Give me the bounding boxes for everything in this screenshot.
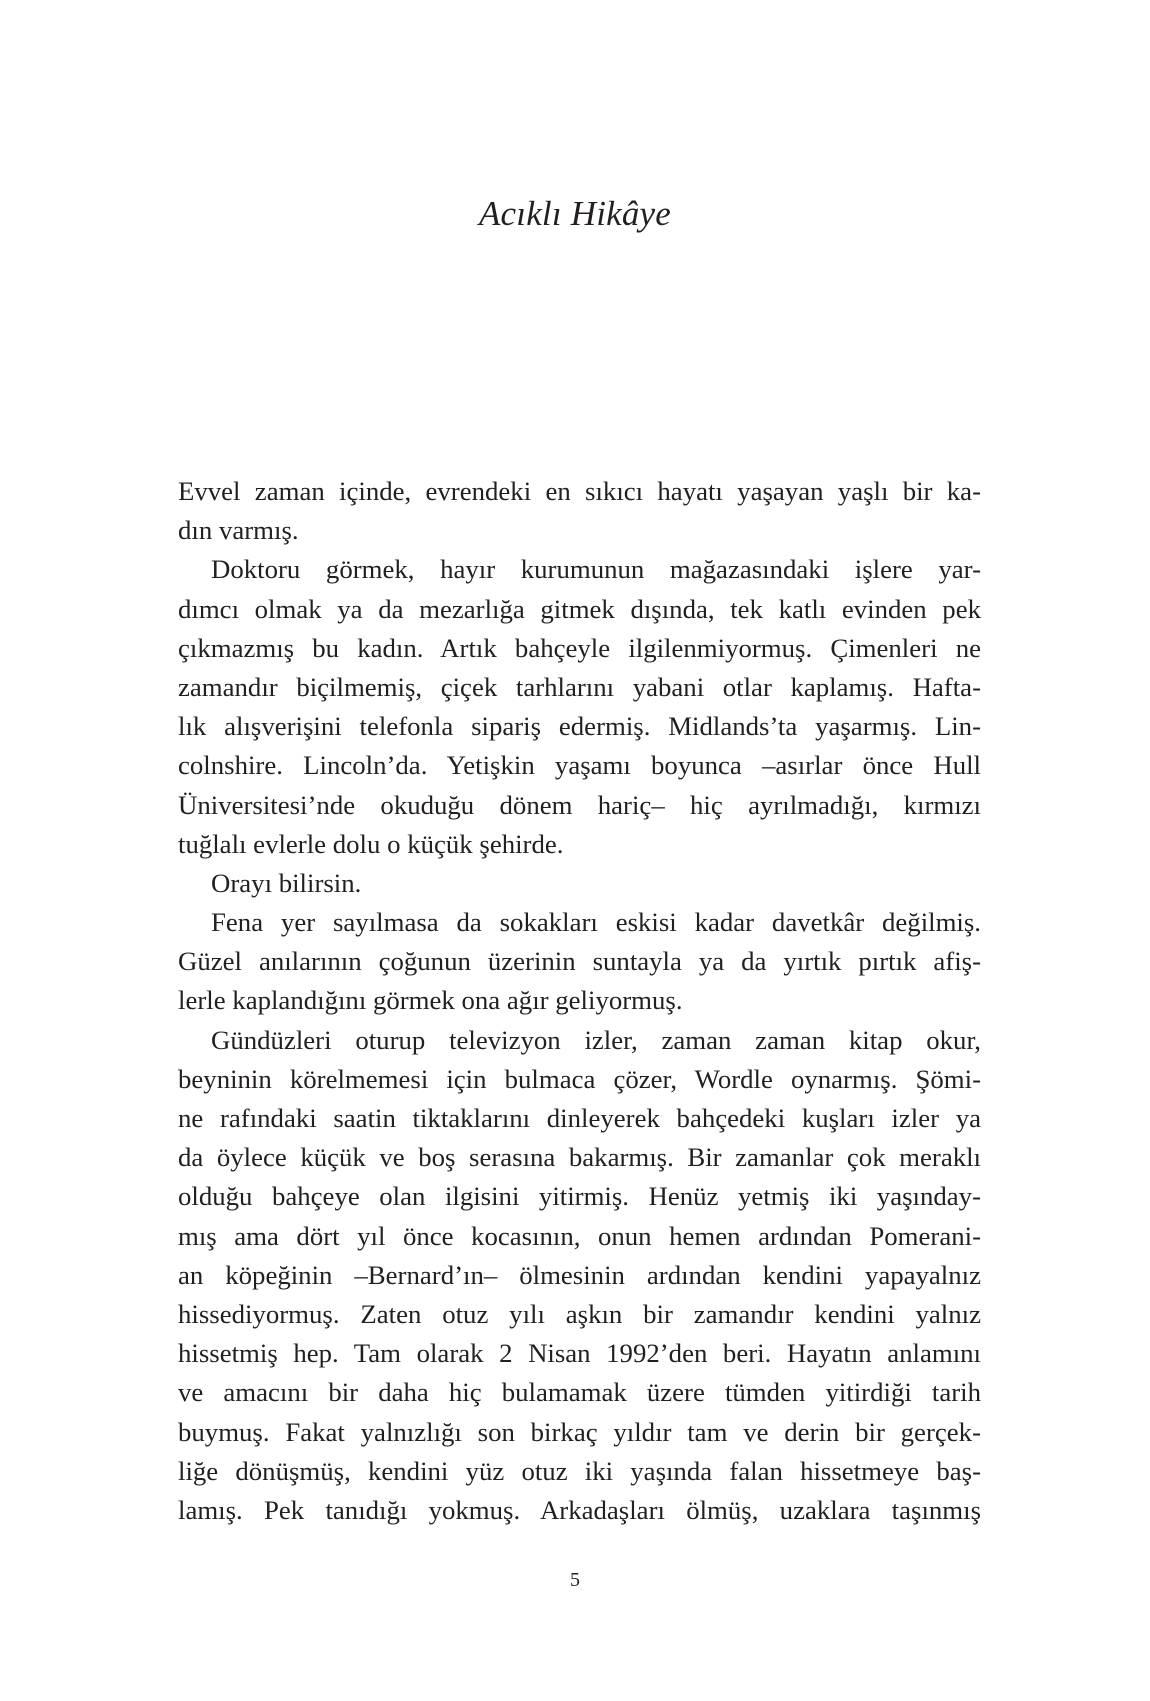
text-line: çıkmazmış bu kadın. Artık bahçeyle ilgilenmiyormuş. Çimenleri ne [178, 632, 981, 663]
text-line: ne rafındaki saatin tiktaklarını dinleyerek bahçedeki kuşları izler ya [178, 1103, 981, 1133]
text-line: lık alışverişini telefonla sipariş edermiş. Midlands’ta yaşarmış. Lin- [178, 711, 981, 742]
body-text [178, 472, 981, 1530]
text-line: lamış. Pek tanıdığı yokmuş. Arkadaşları ölmüş, uzaklara taşınmış [178, 1494, 981, 1525]
text-line: hissetmiş hep. Tam olarak 2 Nisan 1992’den beri. Hayatın anlamını [178, 1338, 981, 1369]
text-line: lerle kaplandığını görmek ona ağır geliyormuş. [178, 985, 683, 1016]
text-line: zamandır biçilmemiş, çiçek tarhlarını yabani otlar kaplamış. Hafta- [178, 671, 981, 702]
text-line: Doktoru görmek, hayır kurumunun mağazasındaki işlere yar- [211, 554, 981, 585]
text-line: Güzel anılarının çoğunun üzerinin suntayla ya da yırtık pırtık afiş- [178, 946, 981, 977]
page-number: 5 [570, 1569, 580, 1591]
text-line: dımcı olmak ya da mezarlığa gitmek dışında, tek katlı evinden pek [178, 593, 981, 624]
text-line: mış ama dört yıl önce kocasının, onun hemen ardından Pomerani- [178, 1220, 981, 1251]
text-line: Evvel zaman içinde, evrendeki en sıkıcı hayatı yaşayan yaşlı bir ka- [178, 476, 981, 506]
text-line: dın varmış. [178, 515, 299, 546]
text-line: liğe dönüşmüş, kendini yüz otuz iki yaşında falan hissetmeye baş- [178, 1455, 981, 1486]
text-line: da öylece küçük ve boş serasına bakarmış. Bir zamanlar çok meraklı [178, 1142, 981, 1173]
text-line: Üniversitesi’nde okuduğu dönem hariç– hiç ayrılmadığı, kırmızı [178, 789, 981, 820]
text-line: colnshire. Lincoln’da. Yetişkin yaşamı boyunca –asırlar önce Hull [178, 750, 981, 781]
text-line: buymuş. Fakat yalnızlığı son birkaç yıldır tam ve derin bir gerçek- [178, 1416, 981, 1447]
text-line: Fena yer sayılmasa da sokakları eskisi kadar davetkâr değilmiş. [211, 907, 981, 938]
text-line: Orayı bilirsin. [211, 867, 362, 898]
text-line: ve amacını bir daha hiç bulamamak üzere tümden yitirdiği tarih [178, 1377, 981, 1408]
text-line: tuğlalı evlerle dolu o küçük şehirde. [178, 828, 564, 859]
text-line: olduğu bahçeye olan ilgisini yitirmiş. Henüz yetmiş iki yaşınday- [178, 1181, 981, 1212]
text-line: hissediyormuş. Zaten otuz yılı aşkın bir zamandır kendini yalnız [178, 1298, 981, 1329]
text-line: beyninin körelmemesi için bulmaca çözer, Wordle oynarmış. Şömi- [178, 1063, 981, 1094]
text-line: an köpeğinin –Bernard’ın– ölmesinin ardından kendini yapayalnız [178, 1259, 981, 1290]
chapter-title: Acıklı Hikâye [478, 194, 672, 233]
text-line: Gündüzleri oturup televizyon izler, zaman zaman kitap okur, [211, 1024, 981, 1055]
